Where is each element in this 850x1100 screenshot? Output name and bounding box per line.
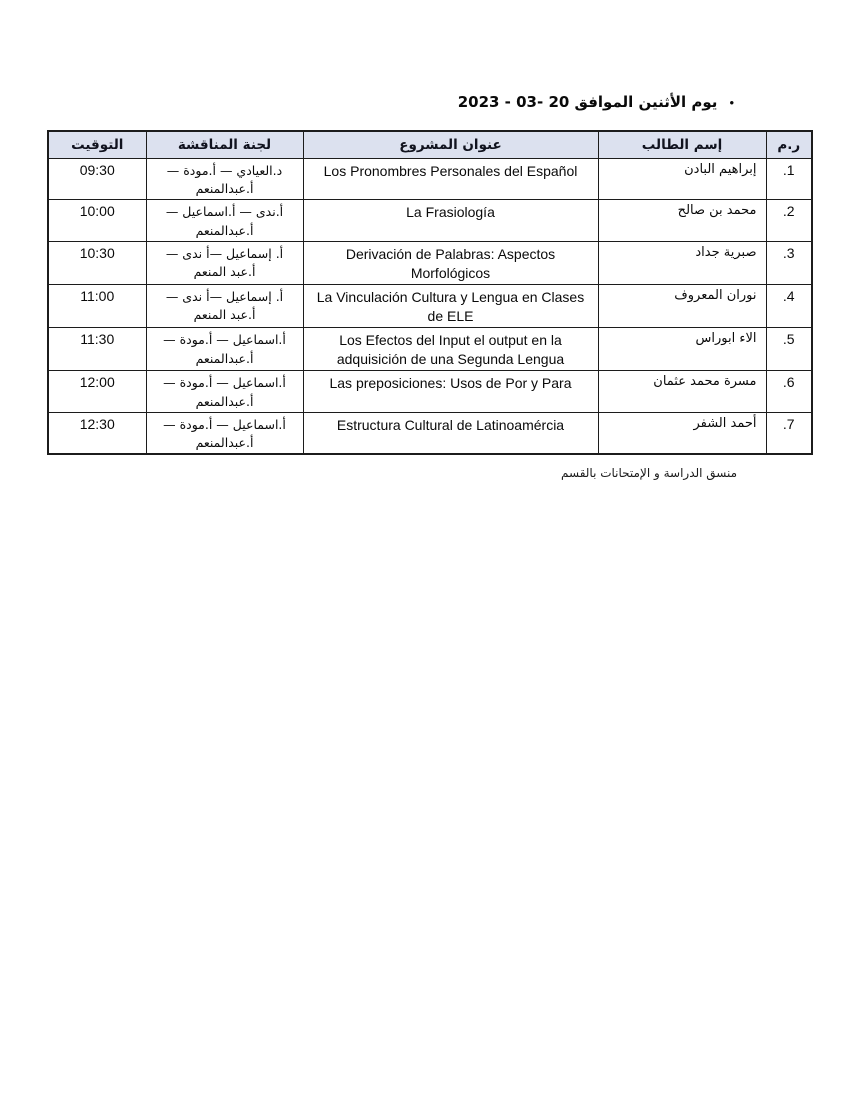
cell-num: 6. bbox=[766, 371, 812, 413]
schedule-table bbox=[47, 130, 813, 455]
cell-time: 12:30 bbox=[48, 412, 146, 454]
header-cell-num: ر.م bbox=[766, 131, 812, 158]
cell-time: 11:00 bbox=[48, 284, 146, 327]
cell-student-name: أحمد الشفر bbox=[598, 412, 766, 454]
table-header bbox=[48, 131, 812, 158]
cell-num: 4. bbox=[766, 284, 812, 327]
cell-num: 3. bbox=[766, 241, 812, 284]
cell-num: 7. bbox=[766, 412, 812, 454]
cell-committee: أ.اسماعيل — أ.مودة — أ.عبدالمنعم bbox=[146, 412, 303, 454]
header-cell-committee: لجنة المناقشة bbox=[146, 131, 303, 158]
table-row bbox=[48, 241, 812, 284]
cell-time: 09:30 bbox=[48, 158, 146, 200]
table-row bbox=[48, 200, 812, 242]
cell-project-title: Estructura Cultural de Latinoamércia bbox=[303, 412, 598, 454]
table-row bbox=[48, 158, 812, 200]
cell-student-name: الاء ابوراس bbox=[598, 327, 766, 370]
date-heading bbox=[458, 93, 734, 111]
cell-project-title: Derivación de Palabras: Aspectos Morfológicos bbox=[303, 241, 598, 284]
cell-project-title: La Frasiología bbox=[303, 200, 598, 242]
date-heading-text: يوم الأثنين الموافق 20 -03 - 2023 bbox=[457, 93, 718, 111]
cell-student-name: صبرية جداد bbox=[598, 241, 766, 284]
cell-project-title: La Vinculación Cultura y Lengua en Clases de ELE bbox=[303, 284, 598, 327]
cell-project-title: Los Pronombres Personales del Español bbox=[303, 158, 598, 200]
cell-time: 12:00 bbox=[48, 371, 146, 413]
cell-committee: د.العيادي — أ.مودة — أ.عبدالمنعم bbox=[146, 158, 303, 200]
header-cell-student: إسم الطالب bbox=[598, 131, 766, 158]
cell-committee: أ. إسماعيل —أ ندى — أ.عبد المنعم bbox=[146, 284, 303, 327]
cell-num: 2. bbox=[766, 200, 812, 242]
table-row bbox=[48, 327, 812, 370]
cell-committee: أ. إسماعيل —أ ندى — أ.عبد المنعم bbox=[146, 241, 303, 284]
bullet-icon: • bbox=[729, 94, 734, 110]
footer-signature: منسق الدراسة و الإمتحانات بالقسم bbox=[561, 466, 738, 480]
cell-num: 1. bbox=[766, 158, 812, 200]
header-row bbox=[48, 131, 812, 158]
header-cell-project: عنوان المشروع bbox=[303, 131, 598, 158]
cell-time: 10:30 bbox=[48, 241, 146, 284]
cell-num: 5. bbox=[766, 327, 812, 370]
cell-student-name: مسرة محمد عثمان bbox=[598, 371, 766, 413]
cell-student-name: إبراهيم البادن bbox=[598, 158, 766, 200]
cell-time: 10:00 bbox=[48, 200, 146, 242]
cell-student-name: نوران المعروف bbox=[598, 284, 766, 327]
header-cell-time: التوقيت bbox=[48, 131, 146, 158]
cell-time: 11:30 bbox=[48, 327, 146, 370]
cell-project-title: Los Efectos del Input el output en la adquisición de una Segunda Lengua bbox=[303, 327, 598, 370]
table-row bbox=[48, 412, 812, 454]
table-row bbox=[48, 284, 812, 327]
table-row bbox=[48, 371, 812, 413]
cell-project-title: Las preposiciones: Usos de Por y Para bbox=[303, 371, 598, 413]
table-body bbox=[48, 158, 812, 454]
cell-committee: أ.ندى — أ.اسماعيل — أ.عبدالمنعم bbox=[146, 200, 303, 242]
cell-committee: أ.اسماعيل — أ.مودة — أ.عبدالمنعم bbox=[146, 327, 303, 370]
cell-committee: أ.اسماعيل — أ.مودة — أ.عبدالمنعم bbox=[146, 371, 303, 413]
cell-student-name: محمد بن صالح bbox=[598, 200, 766, 242]
